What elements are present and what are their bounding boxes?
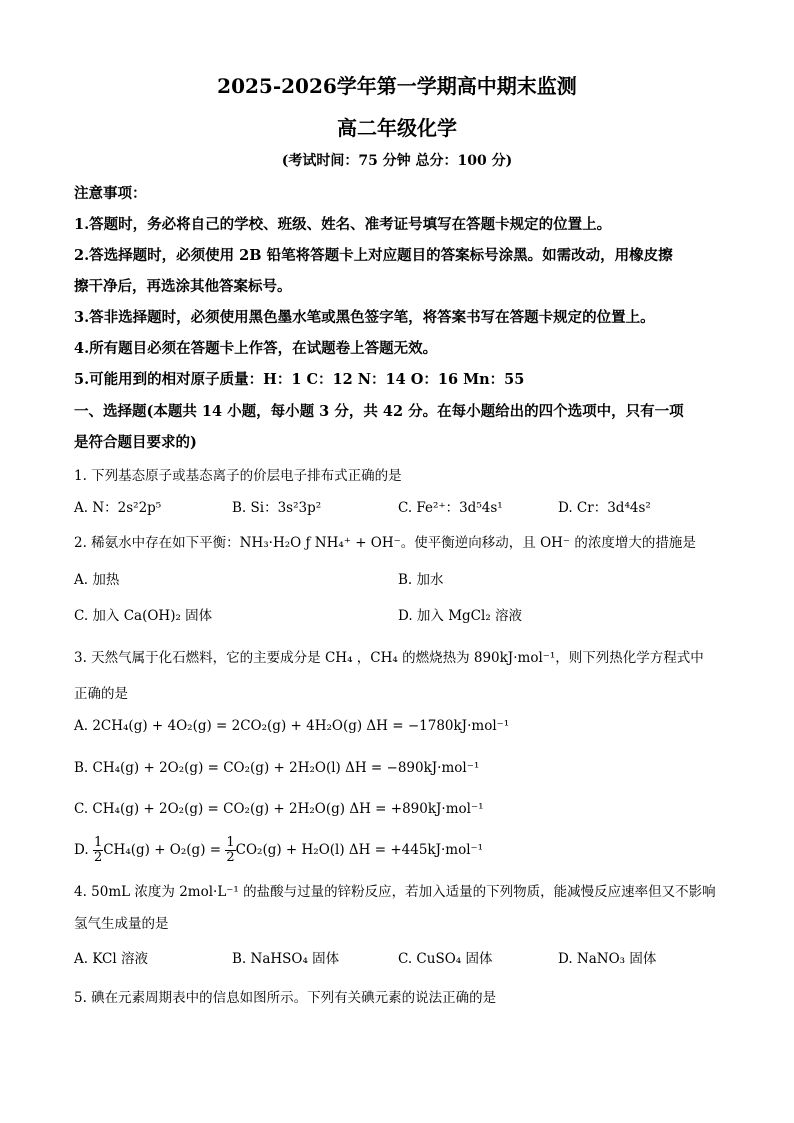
question-2-option-a: A. 加热 [74,572,120,588]
question-4-option-d: D. NaNO₃ 固体 [558,951,657,967]
question-3-stem-cont: 正确的是 [74,686,128,702]
question-3-option-b: B. CH₄(g) + 2O₂(g) = CO₂(g) + 2H₂O(l) ΔH = −890kJ·mol⁻¹ [74,760,480,776]
note-item-3: 3.答非选择题时，必须使用黑色墨水笔或黑色签字笔，将答案书写在答题卡规定的位置上。 [74,309,655,326]
question-5-stem: 5. 碘在元素周期表中的信息如图所示。下列有关碘元素的说法正确的是 [74,990,497,1006]
question-3-option-d-mid: CH₄(g) + O₂(g) = [103,842,226,858]
exam-info: (考试时间：75 分钟 总分：100 分) [281,153,513,169]
note-item-5: 5.可能用到的相对原子质量：H：1 C：12 N：14 O：16 Mn：55 [74,371,525,388]
question-3-option-d-tail: CO₂(g) + H₂O(l) ΔH = +445kJ·mol⁻¹ [235,842,484,858]
exam-subtitle: 高二年级化学 [337,116,457,140]
fraction-half-2: $\frac{1}{2}$ [226,835,235,865]
question-1-option-c: C. Fe²⁺：3d⁵4s¹ [398,500,503,516]
question-4-stem-cont: 氢气生成量的是 [74,916,169,932]
question-1-option-b: B. Si：3s²3p² [232,500,322,516]
question-2-stem [74,531,696,551]
question-1-option-a: A. N：2s²2p⁵ [74,500,162,516]
question-2-option-b: B. 加水 [398,572,444,588]
exam-title: 2025-2026学年第一学期高中期末监测 [217,74,577,98]
question-4-option-a: A. KCl 溶液 [74,951,148,967]
question-3-option-a: A. 2CH₄(g) + 4O₂(g) = 2CO₂(g) + 4H₂O(g) ΔH = −1780kJ·mol⁻¹ [74,718,510,734]
question-1-option-d: D. Cr：3d⁴4s² [558,500,651,516]
question-2-stem-post: 。使平衡逆向移动，且 OH⁻ 的浓度增大的措施是 [400,535,696,551]
question-2-option-c: C. 加入 Ca(OH)₂ 固体 [74,608,213,624]
question-2-stem-pre: 2. 稀氨水中存在如下平衡： [74,535,240,551]
notes-heading: 注意事项： [74,185,147,202]
question-4-option-b: B. NaHSO₄ 固体 [232,951,340,967]
note-item-2-cont: 擦干净后，再选涂其他答案标号。 [74,278,292,295]
fraction-half-1: $\frac{1}{2}$ [93,835,103,865]
note-item-1: 1.答题时，务必将自己的学校、班级、姓名、准考证号填写在答题卡规定的位置上。 [74,216,612,233]
question-3-option-c: C. CH₄(g) + 2O₂(g) = CO₂(g) + 2H₂O(g) ΔH = +890kJ·mol⁻¹ [74,801,484,817]
question-2-option-d: D. 加入 MgCl₂ 溶液 [398,608,523,624]
question-1-stem: 1. 下列基态原子或基态离子的价层电子排布式正确的是 [74,468,402,484]
note-item-2: 2.答选择题时，必须使用 2B 铅笔将答题卡上对应题目的答案标号涂黑。如需改动，用橡皮擦 [74,247,673,264]
question-3-option-d-label: D. [74,842,89,858]
question-4-option-c: C. CuSO₄ 固体 [398,951,493,967]
question-3-option-d [74,836,483,865]
section-heading: 一、选择题(本题共 14 小题，每小题 3 分，共 42 分。在每小题给出的四个选项中，只有一项 [74,403,684,420]
question-2-equilibrium: NH₃·H₂O ƒ NH₄⁺ + OH⁻ [239,535,401,551]
question-3-stem: 3. 天然气属于化石燃料，它的主要成分是 CH₄ ，CH₄ 的燃烧热为 890kJ·mol⁻¹，则下列热化学方程式中 [74,650,704,666]
section-heading-cont: 是符合题目要求的) [74,434,197,451]
question-4-stem: 4. 50mL 浓度为 2mol·L⁻¹ 的盐酸与过量的锌粉反应，若加入适量的下列物质，能减慢反应速率但又不影响 [74,884,716,900]
note-item-4: 4.所有题目必须在答题卡上作答，在试题卷上答题无效。 [74,340,438,357]
